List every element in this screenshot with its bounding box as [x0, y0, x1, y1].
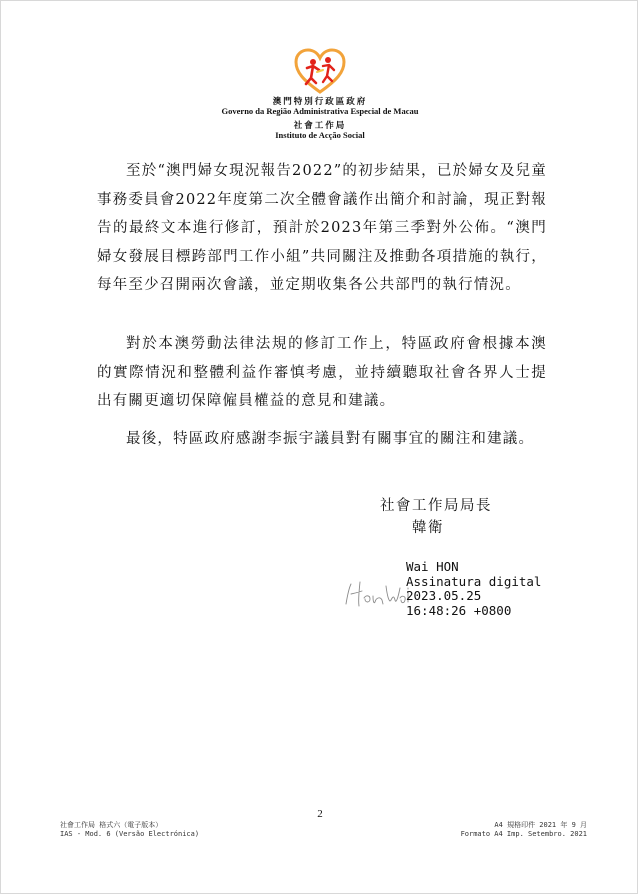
- digital-signature-time: 16:48:26 +0800: [406, 602, 512, 618]
- handwritten-signature: [342, 578, 412, 610]
- signatory-title: 社會工作局局長: [380, 498, 492, 514]
- footer-form-pt: IAS - Mod. 6 (Versão Electrónica): [60, 830, 200, 838]
- footer-format-pt: Formato A4 Imp. Setembro. 2021: [460, 830, 587, 838]
- ias-logo: [293, 48, 347, 94]
- header-institute-pt: Instituto de Acção Social: [275, 130, 365, 140]
- header-government-pt: Governo da Região Administrativa Especial de Macau: [221, 106, 419, 116]
- body-paragraph-3: 最後，特區政府感謝李振宇議員對有關事宜的關注和建議。: [126, 431, 535, 447]
- signatory-name: 韓衛: [412, 520, 444, 536]
- page-number: 2: [317, 808, 323, 820]
- header-institute-zh: 社會工作局: [293, 121, 347, 131]
- digital-signature-name: Wai HON: [406, 559, 459, 574]
- digital-signature-date: 2023.05.25: [406, 588, 482, 604]
- footer-format-zh: A4 規格印件 2021 年 9 月: [494, 821, 587, 829]
- body-paragraph-1: 至於“澳門婦女現況報告2022”的初步結果，已於婦女及兒童事務委員會2022年度第二次全體會議作出簡介和討論，現正對報告的最終文本進行修訂，預計於2023年第三季對外公佈。“澳門婦女發展目標跨部門工作小組”共同關注及推動各項措施的執行，每年至少召開兩次會議，並定期收集各公共部門的執行情況。: [97, 163, 547, 293]
- digital-signature-label: Assinatura digital: [406, 573, 542, 589]
- body-paragraph-2: 對於本澳勞動法律法規的修訂工作上，特區政府會根據本澳的實際情況和整體利益作審慎考慮，並持續聽取社會各界人士提出有關更適切保障僱員權益的意見和建議。: [97, 336, 547, 409]
- header-government-zh: 澳門特別行政區政府: [272, 97, 368, 107]
- digital-signature-block: [406, 560, 541, 618]
- footer-form-zh: 社會工作局 格式六（電子版本）: [60, 821, 163, 829]
